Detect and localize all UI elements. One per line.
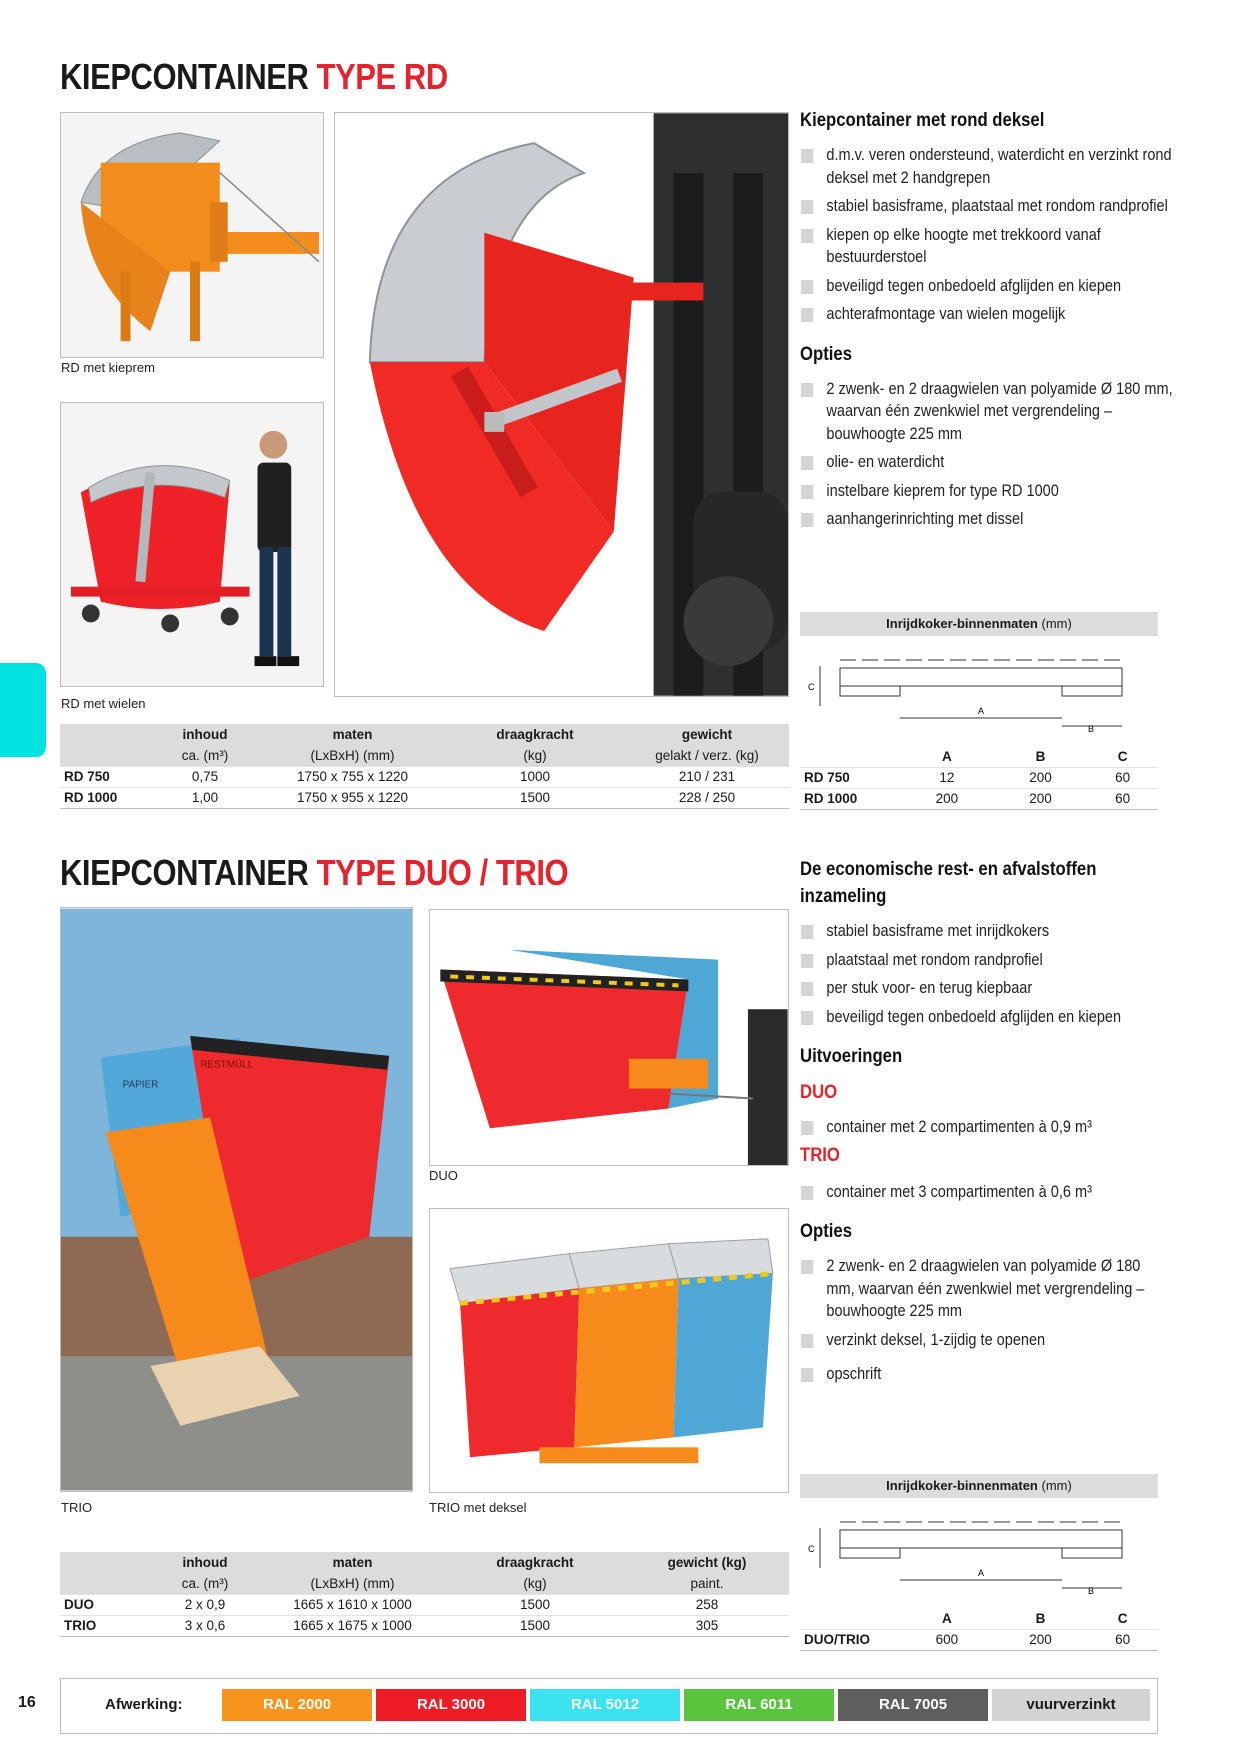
trio-variant-list bbox=[800, 1181, 1170, 1204]
rd-kieprem-photo bbox=[60, 112, 324, 358]
rd-options-title: Opties bbox=[800, 343, 853, 365]
svg-text:B: B bbox=[1088, 1586, 1095, 1596]
table-row: RD 1000 200 200 60 bbox=[800, 788, 1158, 809]
list-item: kiepen op elke hoogte met trekkoord vanaf bestuurderstoel bbox=[800, 224, 1178, 269]
list-item: plaatstaal met rondom randprofiel bbox=[800, 949, 1170, 972]
trio-deksel-photo bbox=[429, 1208, 789, 1493]
list-item: 2 zwenk- en 2 draagwielen van polyamide Ø 180 mm, waarvan één zwenkwiel met vergrendeling – bouwhoogte 225 mm bbox=[800, 1255, 1170, 1323]
dims-title: Inrijdkoker-binnenmaten (mm) bbox=[800, 612, 1158, 636]
table-row: TRIO 3 x 0,6 1665 x 1675 x 1000 1500 305 bbox=[60, 1615, 789, 1636]
svg-text:RESTMÜLL: RESTMÜLL bbox=[200, 1059, 254, 1071]
list-item: per stuk voor- en terug kiepbaar bbox=[800, 977, 1170, 1000]
list-item: 2 zwenk- en 2 draagwielen van polyamide Ø 180 mm, waarvan één zwenkwiel met vergrendeling – bouwhoogte 225 mm bbox=[800, 378, 1178, 446]
svg-text:PAPIER: PAPIER bbox=[122, 1079, 159, 1091]
table-row: DUO/TRIO 600 200 60 bbox=[800, 1629, 1158, 1650]
finish-swatch-ral-6011: RAL 6011 bbox=[684, 1689, 834, 1721]
duo-variant-label: DUO bbox=[800, 1082, 838, 1103]
rd-dims-box: Inrijdkoker-binnenmaten (mm) C A B A B C RD 750 12 200 60 RD 1000 200 200 60 bbox=[800, 612, 1158, 810]
list-item: opschrift bbox=[800, 1363, 1170, 1386]
caption-rd-wielen: RD met wielen bbox=[61, 696, 146, 711]
duo-features-list bbox=[800, 920, 1170, 1028]
fork-pocket-diagram bbox=[800, 1498, 1158, 1608]
list-item: d.m.v. veren ondersteund, waterdicht en verzinkt rond deksel met 2 handgrepen bbox=[800, 144, 1178, 189]
page-number: 16 bbox=[18, 1694, 36, 1711]
rd-wielen-photo bbox=[60, 402, 324, 687]
list-item: beveiligd tegen onbedoeld afglijden en kiepen bbox=[800, 1006, 1170, 1029]
list-item: stabiel basisframe met inrijdkokers bbox=[800, 920, 1170, 943]
list-item: verzinkt deksel, 1-zijdig te openen bbox=[800, 1329, 1170, 1352]
svg-text:B: B bbox=[1088, 724, 1095, 734]
svg-text:A: A bbox=[978, 706, 985, 716]
table-row: RD 750 12 200 60 bbox=[800, 767, 1158, 788]
finish-swatch-ral-5012: RAL 5012 bbox=[530, 1689, 680, 1721]
table-row: DUO 2 x 0,9 1665 x 1610 x 1000 1500 258 bbox=[60, 1594, 789, 1615]
col-maten: maten bbox=[332, 727, 373, 742]
duo-dims-box: Inrijdkoker-binnenmaten (mm) C A B A B C DUO/TRIO 600 200 60 bbox=[800, 1474, 1158, 1651]
list-item: stabiel basisframe, plaatstaal met rondom randprofiel bbox=[800, 195, 1178, 218]
finish-swatch-ral-3000: RAL 3000 bbox=[376, 1689, 526, 1721]
list-item: aanhangerinrichting met dissel bbox=[800, 508, 1178, 531]
duo-features-title: De economische rest- en afvalstoffen inzameling bbox=[800, 859, 1097, 907]
rd-features-title: Kiepcontainer met rond deksel bbox=[800, 110, 1045, 131]
table-row: RD 1000 1,00 1750 x 955 x 1220 1500 228 / 250 bbox=[60, 787, 789, 808]
list-item: achterafmontage van wielen mogelijk bbox=[800, 303, 1178, 326]
caption-trio-deksel: TRIO met deksel bbox=[429, 1500, 527, 1515]
rd-options-list bbox=[800, 378, 1178, 531]
duo-options-title: Opties bbox=[800, 1221, 853, 1242]
finish-swatch-ral-2000: RAL 2000 bbox=[222, 1689, 372, 1721]
list-item: olie- en waterdicht bbox=[800, 451, 1178, 474]
rd-spec-table: inhoud maten draagkracht gewicht ca. (m³) (LxBxH) (mm) (kg) gelakt / verz. (kg) RD 750 0,75 1750 x 755 x 1220 1000 210 / 231 RD 1000 1,00 1750 x 955 x 1220 1500 228 / 250 bbox=[60, 724, 789, 809]
caption-duo: DUO bbox=[429, 1168, 458, 1183]
fork-pocket-diagram bbox=[800, 636, 1158, 746]
list-item: container met 2 compartimenten à 0,9 m³ bbox=[800, 1116, 1170, 1139]
finish-bar bbox=[60, 1678, 1158, 1734]
col-gewicht: gewicht bbox=[681, 727, 733, 742]
duo-variants-title: Uitvoeringen bbox=[800, 1046, 903, 1067]
trio-variant-label: TRIO bbox=[800, 1144, 840, 1166]
duo-photo bbox=[429, 909, 789, 1166]
caption-rd-kieprem: RD met kieprem bbox=[61, 360, 155, 375]
rd-forklift-photo bbox=[334, 112, 789, 697]
finish-swatch-ral-7005: RAL 7005 bbox=[838, 1689, 988, 1721]
rd-features-list bbox=[800, 144, 1178, 326]
col-inhoud: inhoud bbox=[182, 727, 228, 742]
col-draagkracht: draagkracht bbox=[496, 727, 574, 742]
svg-text:A: A bbox=[978, 1568, 985, 1578]
list-item: container met 3 compartimenten à 0,6 m³ bbox=[800, 1181, 1170, 1204]
dims-title: Inrijdkoker-binnenmaten (mm) bbox=[800, 1474, 1158, 1498]
duo-title: KIEPCONTAINER TYPE DUO / TRIO bbox=[60, 852, 569, 893]
svg-text:C: C bbox=[808, 682, 815, 692]
svg-text:C: C bbox=[808, 1544, 815, 1554]
caption-trio: TRIO bbox=[61, 1500, 93, 1515]
list-item: beveiligd tegen onbedoeld afglijden en kiepen bbox=[800, 275, 1178, 298]
trio-photo bbox=[60, 907, 413, 1492]
list-item: instelbare kieprem for type RD 1000 bbox=[800, 480, 1178, 503]
finish-label: Afwerking: bbox=[105, 1696, 183, 1713]
duo-variant-list bbox=[800, 1116, 1170, 1139]
duo-options-list bbox=[800, 1255, 1170, 1386]
finish-swatch-vuurverzinkt: vuurverzinkt bbox=[992, 1689, 1150, 1721]
rd-title: KIEPCONTAINER TYPE RD bbox=[60, 56, 448, 97]
duo-spec-table: inhoud maten draagkracht gewicht (kg) ca. (m³) (LxBxH) (mm) (kg) paint. DUO 2 x 0,9 1665 x 1610 x 1000 1500 258 TRIO 3 x 0,6 1665 x 1675 x 1000 1500 305 bbox=[60, 1552, 789, 1637]
section-tab bbox=[0, 663, 46, 757]
table-row: RD 750 0,75 1750 x 755 x 1220 1000 210 / 231 bbox=[60, 766, 789, 787]
